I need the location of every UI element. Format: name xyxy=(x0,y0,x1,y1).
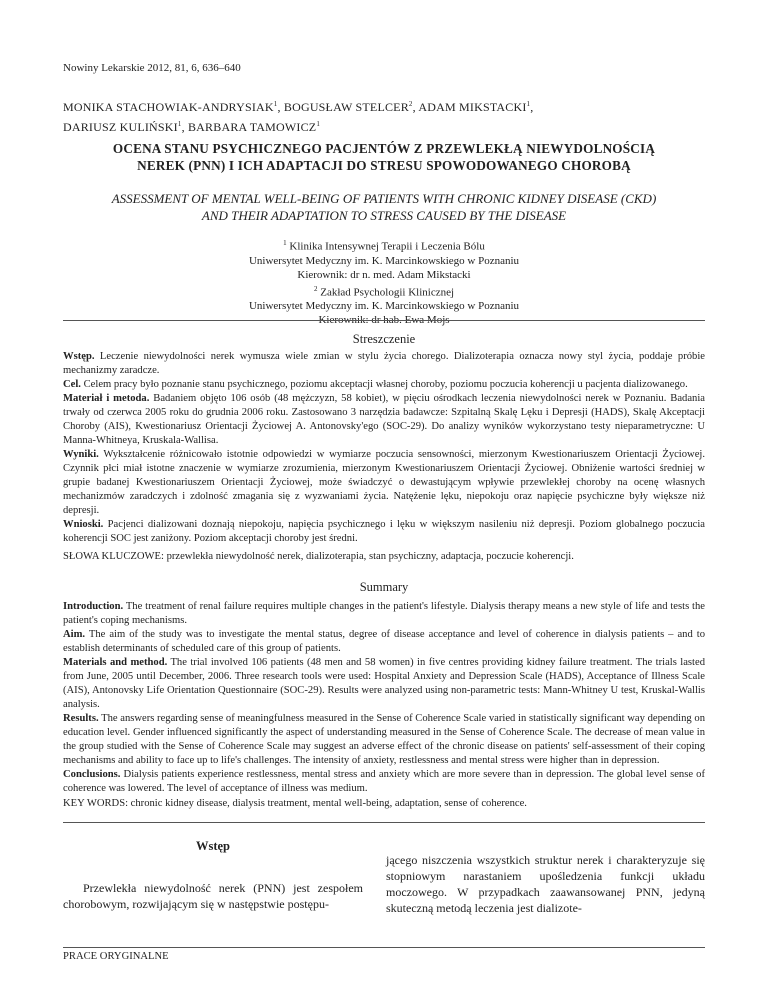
streszczenie-paragraph-text: Badaniem objęto 106 osób (48 mężczyzn, 58 kobiet), w pięciu ośrodkach leczenia niewydolności nerek w Poznaniu. Badania trwały od czerwca 2005 roku do grudnia 2006 roku. Zastosowano 3 narzędzia badawcze: Szpitalną Skalę Lęku i Depresji (HADS), Skalę Akceptacji Choroby (AIS), Kwestionariusz Orientacji Życiowej A. Antonovsky'ego (SOC-29). Do analizy wyników wykorzystano testy nieparametryczne: U Manna-Whitneya, Kruskala-Wallisa. xyxy=(63,393,705,446)
streszczenie-paragraph-label: Cel. xyxy=(63,379,81,390)
streszczenie-paragraph xyxy=(63,392,705,448)
affiliation-line xyxy=(63,254,705,268)
divider-footer xyxy=(63,947,705,948)
title-polish-line-2: NEREK (PNN) I ICH ADAPTACJI DO STRESU SPOWODOWANEGO CHOROBĄ xyxy=(137,158,631,173)
section-heading-wstep: Wstęp xyxy=(195,839,231,853)
summary-paragraph xyxy=(63,712,705,768)
author-affiliation-mark: 1 xyxy=(273,100,278,108)
author-list xyxy=(63,96,533,136)
streszczenie-paragraph-label: Materiał i metoda. xyxy=(63,393,150,404)
streszczenie-paragraph-label: Wstęp. xyxy=(63,351,95,362)
streszczenie-body xyxy=(63,350,705,546)
keywords-english: KEY WORDS: chronic kidney disease, dialysis treatment, mental well-being, adaptation, sense of coherence. xyxy=(63,798,527,809)
body-paragraph-left: Przewlekła niewydolność nerek (PNN) jest zespołem chorobowym, rozwijającym się w następstwie postępu- xyxy=(63,881,363,911)
summary-paragraph-text: The aim of the study was to investigate the mental status, degree of disease acceptance and level of coherence in dialysis patients – and to establish determinants of scheduled care of this group of patients. xyxy=(63,629,705,654)
affiliations xyxy=(63,236,705,327)
author-name: , BOGUSŁAW STELCER xyxy=(277,100,409,114)
streszczenie-paragraph-text: Pacjenci dializowani doznają niepokoju, napięcia psychicznego i lęku w większym nasileniu niż depresji. Poziom globalnego poczucia koherencji SOC jest zaniżony. Poziom akceptacji choroby jest średni. xyxy=(63,519,705,544)
author-affiliation-mark: 1 xyxy=(316,120,321,128)
divider-body xyxy=(63,822,705,823)
body-right-column: jącego niszczenia wszystkich struktur nerek i charakteryzuje się stopniowym narastaniem upośledzenia funkcji układu moczowego. W przypadkach zaawansowanej PNN, jedyną skuteczną metodą leczenia jest dializote- xyxy=(386,853,705,915)
affiliation-line xyxy=(63,282,705,300)
summary-paragraph-label: Conclusions. xyxy=(63,769,121,780)
streszczenie-paragraph xyxy=(63,448,705,518)
title-english-line-1: ASSESSMENT OF MENTAL WELL-BEING OF PATIENTS WITH CHRONIC KIDNEY DISEASE (CKD) xyxy=(111,191,657,206)
streszczenie-paragraph xyxy=(63,378,705,392)
author-affiliation-mark: 2 xyxy=(408,100,413,108)
summary-paragraph xyxy=(63,600,705,628)
author-name: , BARBARA TAMOWICZ xyxy=(181,120,317,134)
author-affiliation-mark: 1 xyxy=(526,100,531,108)
streszczenie-paragraph-label: Wyniki. xyxy=(63,449,99,460)
affiliation-text: Klinika Intensywnej Terapii i Leczenia Bólu xyxy=(286,240,485,253)
affiliation-text: Kierownik: dr hab. Ewa Mojs xyxy=(318,314,450,327)
summary-paragraph-text: The trial involved 106 patients (48 men and 58 women) in five centres providing kidney failure treatment. The trials lasted from June, 2005 until December, 2006. Three research tools were used: Hospital Anxiety and Depression Scale (HADS), Acceptance of Illness Scale (AIS), Antonovsky Life Orientation Questionnaire (SOC-29). Results were analyzed using non-parametric tests: Mann-Whitney U test, Kruskal-Wallis analysis. xyxy=(63,657,705,710)
streszczenie-paragraph-label: Wnioski. xyxy=(63,519,104,530)
affiliation-mark: 2 xyxy=(313,284,318,293)
affiliation-line xyxy=(63,268,705,282)
affiliation-text: Zakład Psychologii Klinicznej xyxy=(317,286,455,299)
author-name: DARIUSZ KULIŃSKI xyxy=(63,120,178,134)
affiliation-text: Uniwersytet Medyczny im. K. Marcinkowskiego w Poznaniu xyxy=(248,300,520,313)
author-name: MONIKA STACHOWIAK-ANDRYSIAK xyxy=(63,100,274,114)
summary-paragraph-text: The treatment of renal failure requires multiple changes in the patient's lifestyle. Dialysis therapy means a new style of life and tests the patient's coping mechanisms. xyxy=(63,601,705,626)
affiliation-mark: 1 xyxy=(283,239,287,247)
summary-paragraph-label: Aim. xyxy=(63,629,86,640)
summary-paragraph xyxy=(63,768,705,796)
summary-heading: Summary xyxy=(359,580,409,594)
title-english xyxy=(63,190,705,224)
streszczenie-paragraph xyxy=(63,518,705,546)
affiliation-line xyxy=(63,299,705,313)
summary-paragraph-text: Dialysis patients experience restlessness, mental stress and anxiety which are more severe than in depression. The global level sense of coherence was lowered. The level of acceptance of illness was medium. xyxy=(63,769,705,794)
title-english-line-2: AND THEIR ADAPTATION TO STRESS CAUSED BY THE DISEASE xyxy=(201,208,567,223)
summary-paragraph xyxy=(63,628,705,656)
author-affiliation-mark: 1 xyxy=(177,120,182,128)
affiliation-text: Uniwersytet Medyczny im. K. Marcinkowskiego w Poznaniu xyxy=(248,254,520,267)
author-name: , ADAM MIKSTACKI xyxy=(412,100,527,114)
summary-body xyxy=(63,600,705,796)
streszczenie-paragraph xyxy=(63,350,705,378)
author-line-2 xyxy=(63,116,533,136)
author-line-1 xyxy=(63,96,533,116)
summary-paragraph-label: Introduction. xyxy=(63,601,124,612)
affiliation-text: Kierownik: dr n. med. Adam Mikstacki xyxy=(297,268,471,281)
streszczenie-paragraph-text: Leczenie niewydolności nerek wymusza wiele zmian w stylu życia chorego. Dializoterapia oznacza nowy styl życia, poddaje próbie mechanizmy zaradcze. xyxy=(63,351,705,376)
summary-paragraph xyxy=(63,656,705,712)
streszczenie-heading: Streszczenie xyxy=(352,332,416,346)
journal-reference: Nowiny Lekarskie 2012, 81, 6, 636–640 xyxy=(63,62,241,74)
streszczenie-paragraph-text: Wykształcenie różnicowało istotnie odpowiedzi w wymiarze poczucia sensowności, mierzonym Kwestionariuszem Orientacji Życiowej. Czynnik płci miał istotne znaczenie w wymiarze zrozumienia, mierzonym Kwestionariuszem Orientacji Życiowej. Obniżenie wartości średniej w grupie badanej Kwestionariuszem Orientacji Życiowej, może świadczyć o dewastującym wpływie przewlekłej choroby na ocenę własnych mechanizmów zaradczych i zdolność zmagania się z wyzwaniami życia. Natężenie lęku, niepokoju oraz napięcie psychiczne były większe niż depresji. xyxy=(63,449,705,516)
divider-top xyxy=(63,320,705,321)
author-name: , xyxy=(530,100,534,114)
affiliation-line xyxy=(63,236,705,254)
summary-paragraph-label: Materials and method. xyxy=(63,657,168,668)
footer-section-label: PRACE ORYGINALNE xyxy=(63,951,169,962)
summary-paragraph-text: The answers regarding sense of meaningfulness measured in the Sense of Coherence Scale varied in statistically significant way depending on education level. Gender influenced significantly the aspect of understanding measured in the Sense of Coherence Scale. The decrease of mean value in the group studied with the Sense of Coherence Scale may suggest an adverse effect of the chronic disease on patients' self-assessment of their coping mechanisms and ability to face up to life's challenges. The intensity of anxiety, restlessness and mental stress were higher than in depression. xyxy=(63,713,705,766)
summary-paragraph-label: Results. xyxy=(63,713,99,724)
title-polish-line-1: OCENA STANU PSYCHICZNEGO PACJENTÓW Z PRZEWLEKŁĄ NIEWYDOLNOŚCIĄ xyxy=(112,141,656,156)
body-left-column xyxy=(63,838,363,912)
keywords-polish: SŁOWA KLUCZOWE: przewlekła niewydolność nerek, dializoterapia, stan psychiczny, adaptacja, poczucie koherencji. xyxy=(63,551,574,562)
streszczenie-paragraph-text: Celem pracy było poznanie stanu psychicznego, poziomu akceptacji własnej choroby, poziomu poczucia koherencji u pacjenta dializowanego. xyxy=(80,379,688,390)
title-polish xyxy=(63,140,705,174)
